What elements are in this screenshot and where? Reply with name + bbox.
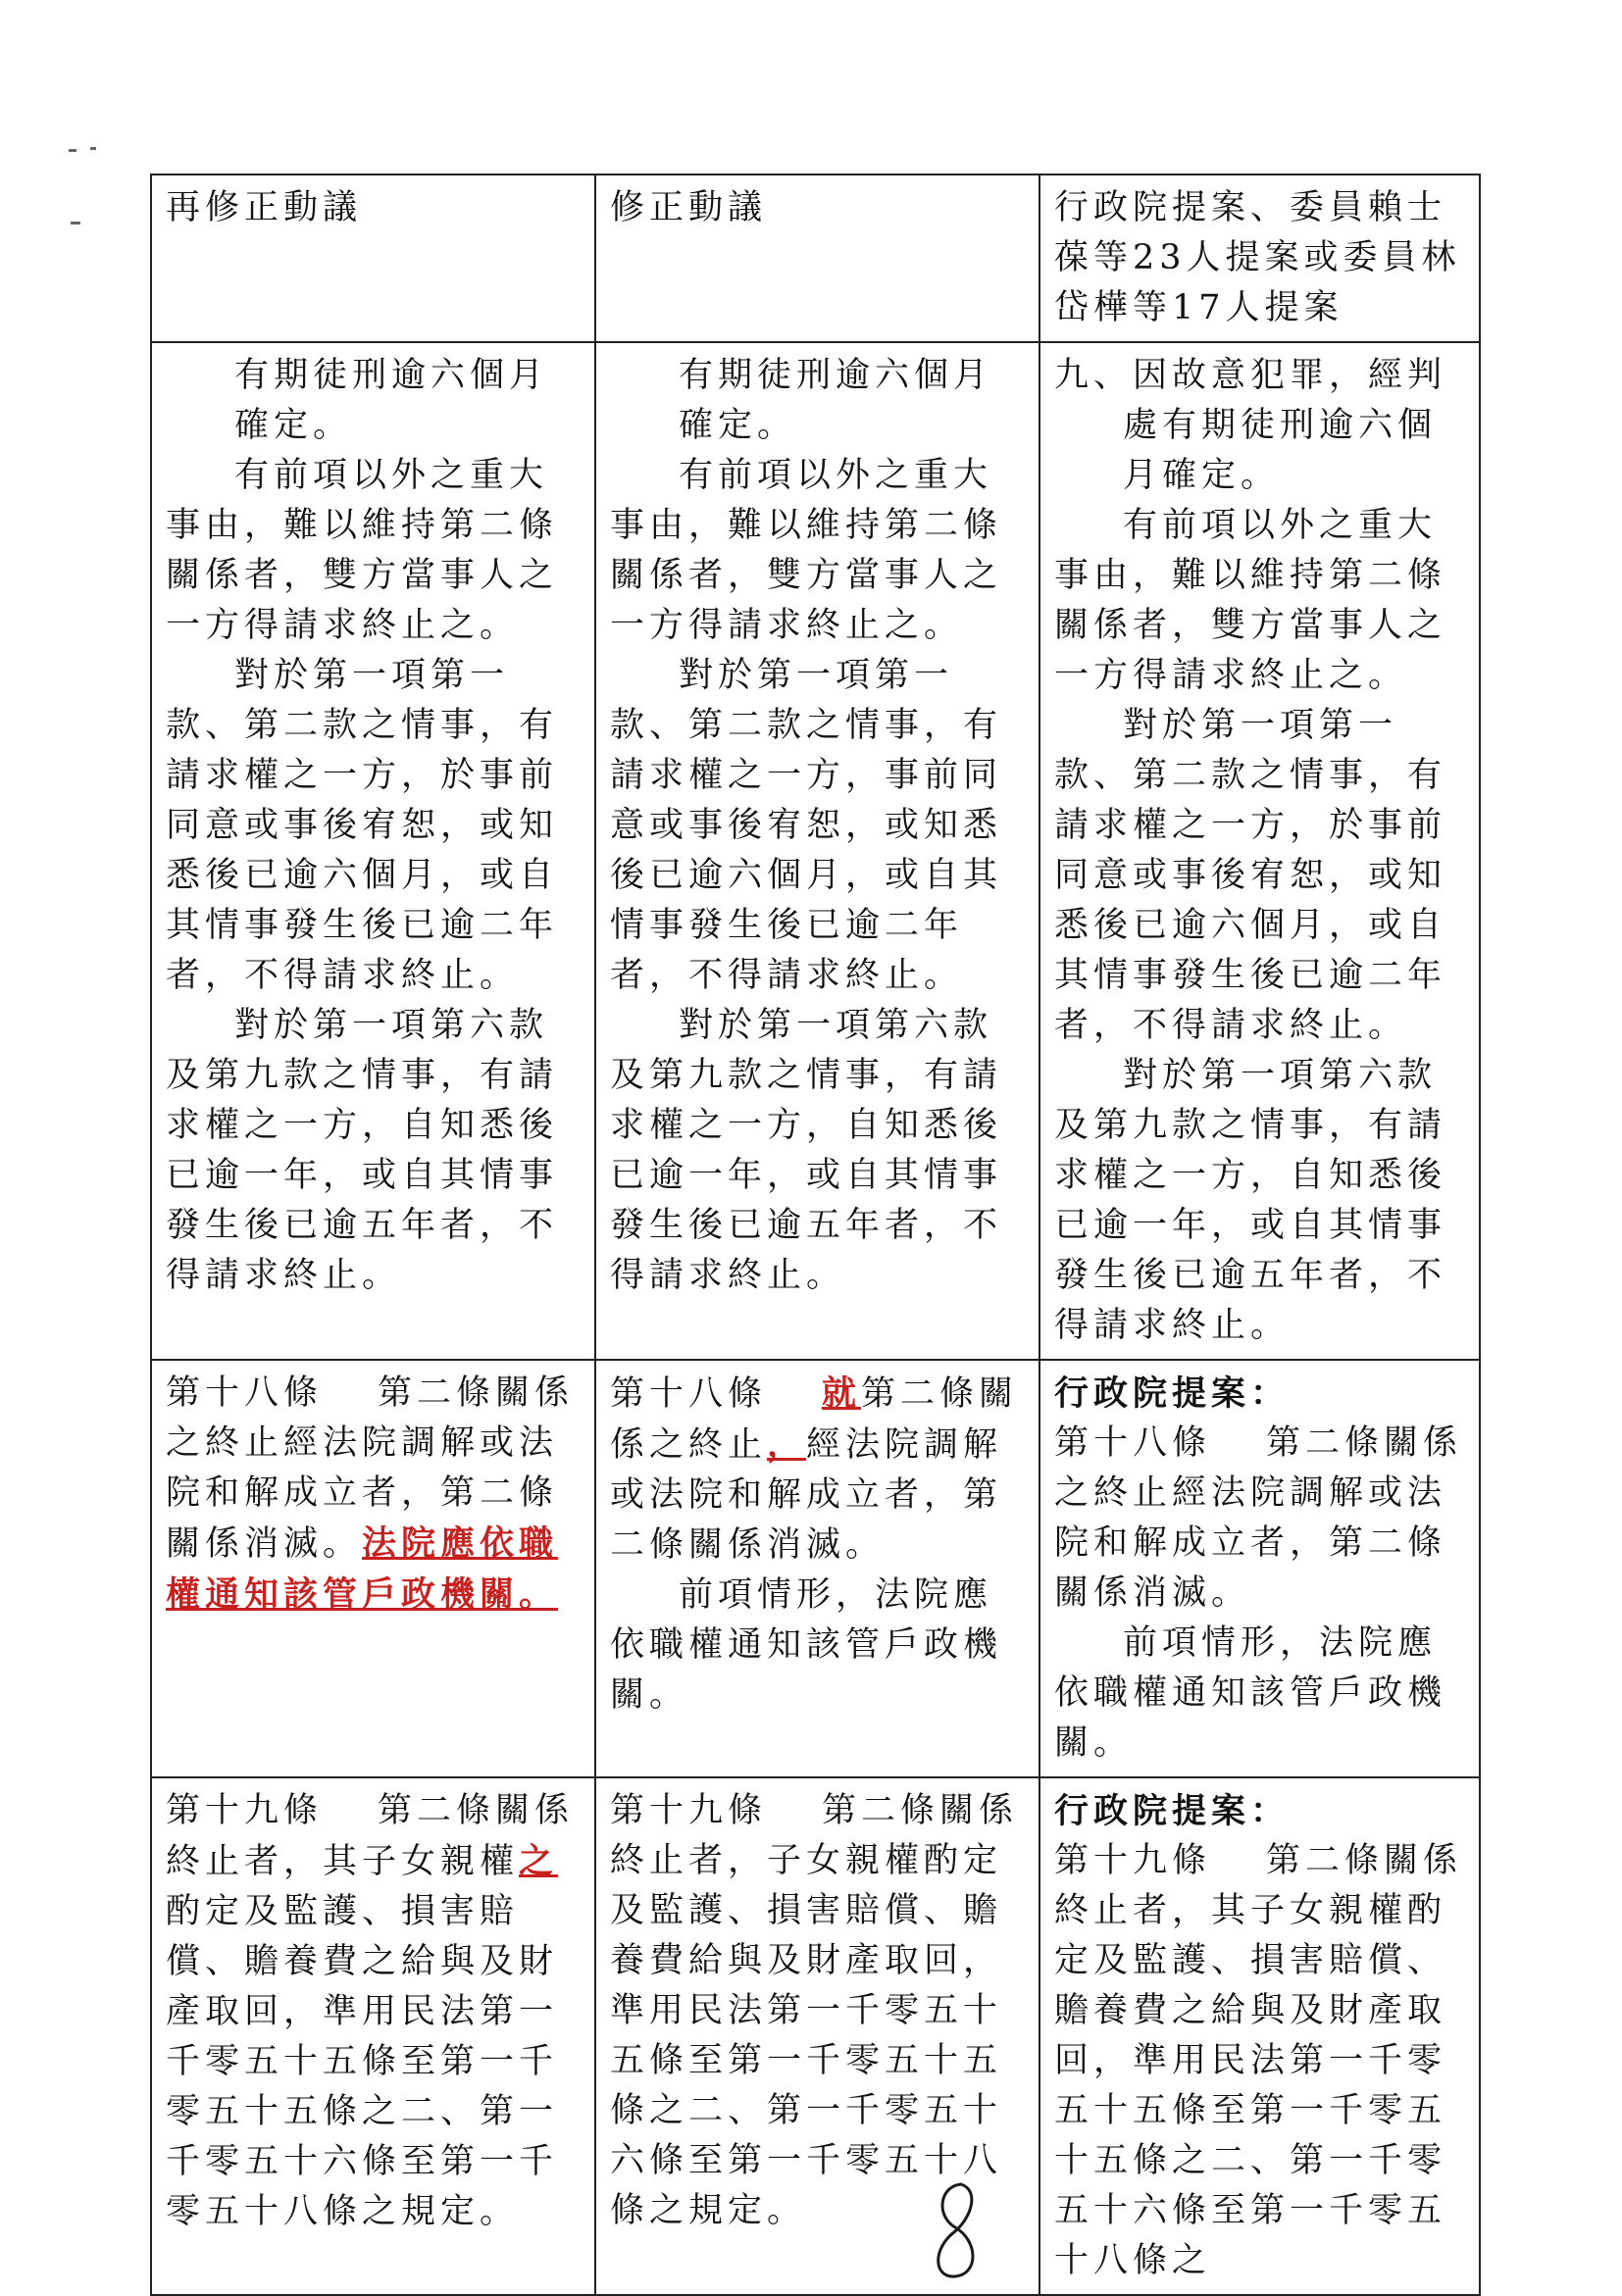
row1-cell-1: 有期徒刑逾六個月確定。 有前項以外之重大事由，難以維持第二條關係者，雙方當事人之一方得請求終止之。 對於第一項第一款、第二款之情事，有請求權之一方，於事前同意或事後宥恕，或知悉後已逾六個月，或自其情事發生後已逾二年者，不得請求終止。 對於第一項第六款及第九款之情事，有請求權之一方，自知悉後已逾一年，或自其情事發生後已逾五年者，不得請求終止。 xyxy=(151,342,595,1360)
row3-cell-1: 第十九條 第二條關係終止者，其子女親權之酌定及監護、損害賠償、贍養費之給與及財產取回，準用民法第一千零五十五條至第一千零五十五條之二、第一千零五十六條至第一千零五十八條之規定。 xyxy=(151,1777,595,2295)
row2-cell-3: 行政院提案： 第十八條 第二條關係之終止經法院調解或法院和解成立者，第二條關係消滅。 前項情形，法院應依職權通知該管戶政機關。 xyxy=(1039,1360,1480,1777)
handwritten-page-number xyxy=(922,2176,990,2284)
amended-text: 就 xyxy=(822,1373,862,1414)
header-cell-1: 再修正動議 xyxy=(151,175,595,342)
article-number: 第十八條 xyxy=(1054,1423,1212,1463)
header-cell-3: 行政院提案、委員賴士葆等23人提案或委員林岱樺等17人提案 xyxy=(1039,175,1480,342)
proposal-label: 行政院提案： xyxy=(1054,1791,1291,1831)
article-number: 第十八條 xyxy=(166,1373,324,1413)
table-row xyxy=(151,1777,1480,2295)
table-row xyxy=(151,342,1480,1360)
row3-cell-2: 第十九條 第二條關係終止者，子女親權酌定及監護、損害賠償、贍養費給與及財產取回，準用民法第一千零五十五條至第一千零五十五條之二、第一千零五十六條至第一千零五十八條之規定。 xyxy=(595,1777,1039,2295)
scan-mark xyxy=(69,149,76,152)
row2-cell-1: 第十八條 第二條關係之終止經法院調解或法院和解成立者，第二條關係消滅。法院應依職權通知該管戶政機關。 xyxy=(151,1360,595,1777)
row2-cell-2: 第十八條 就第二條關係之終止，經法院調解或法院和解成立者，第二條關係消滅。 前項情形，法院應依職權通知該管戶政機關。 xyxy=(595,1360,1039,1777)
table-row xyxy=(151,1360,1480,1777)
header-cell-2: 修正動議 xyxy=(595,175,1039,342)
scan-mark xyxy=(90,147,96,150)
comparison-table xyxy=(150,174,1481,2296)
amended-text: 之 xyxy=(519,1841,559,1881)
article-number: 第十九條 xyxy=(610,1791,768,1830)
proposal-label: 行政院提案： xyxy=(1054,1373,1291,1414)
scan-mark xyxy=(71,222,80,225)
row3-cell-3: 行政院提案： 第十九條 第二條關係終止者，其子女親權酌定及監護、損害賠償、贍養費之給與及財產取回，準用民法第一千零五十五條至第一千零五十五條之二、第一千零五十六條至第一千零五十八條之 xyxy=(1039,1777,1480,2295)
amended-text: 法院應依職權通知該管戶政機關。 xyxy=(166,1523,559,1615)
article-number: 第十九條 xyxy=(166,1791,324,1830)
amended-text: ， xyxy=(767,1424,807,1465)
header-row xyxy=(151,175,1480,342)
row1-cell-3: 九、因故意犯罪，經判處有期徒刑逾六個月確定。 有前項以外之重大事由，難以維持第二條關係者，雙方當事人之一方得請求終止之。 對於第一項第一款、第二款之情事，有請求權之一方，於事前同意或事後宥恕，或知悉後已逾六個月，或自其情事發生後已逾二年者，不得請求終止。 對於第一項第六款及第九款之情事，有請求權之一方，自知悉後已逾一年，或自其情事發生後已逾五年者，不得請求終止。 xyxy=(1039,342,1480,1360)
article-number: 第十八條 xyxy=(610,1374,768,1414)
row1-cell-2: 有期徒刑逾六個月確定。 有前項以外之重大事由，難以維持第二條關係者，雙方當事人之一方得請求終止之。 對於第一項第一款、第二款之情事，有請求權之一方，事前同意或事後宥恕，或知悉後已逾六個月，或自其情事發生後已逾二年者，不得請求終止。 對於第一項第六款及第九款之情事，有請求權之一方，自知悉後已逾一年，或自其情事發生後已逾五年者，不得請求終止。 xyxy=(595,342,1039,1360)
article-number: 第十九條 xyxy=(1054,1841,1212,1880)
